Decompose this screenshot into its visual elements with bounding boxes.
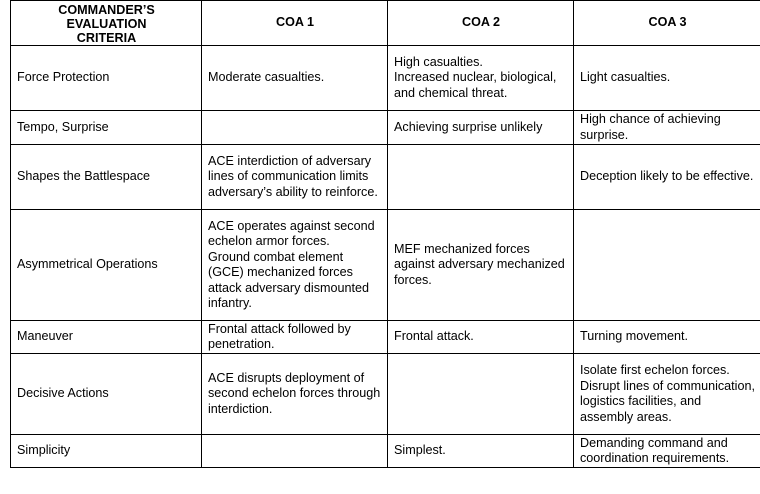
coa-3-text: Light casualties.: [580, 70, 671, 85]
coa-3-text: Isolate first echelon forces. Disrupt lines of communication, logistics facilities, and assembly areas.: [580, 363, 755, 424]
coa-3-text: Deception likely to be effective.: [580, 169, 754, 184]
coa-1-text: Moderate casualties.: [208, 70, 325, 85]
criteria-cell: [11, 210, 202, 321]
coa-2-cell: [388, 321, 574, 354]
coa-1-cell: [202, 435, 388, 468]
header-criteria-text: COMMANDER’S EVALUATION CRITERIA: [58, 3, 155, 45]
coa-2-text: MEF mechanized forces against adversary mechanized forces.: [394, 241, 565, 287]
criteria-cell: [11, 354, 202, 435]
coa-3-cell: [574, 321, 760, 354]
criteria-text: Force Protection: [17, 70, 110, 85]
table-row: [11, 46, 760, 111]
coa-3-cell: [574, 111, 760, 145]
coa-1-cell: [202, 354, 388, 435]
coa-1-cell: [202, 321, 388, 354]
coa-3-text: High chance of achieving surprise.: [580, 112, 721, 142]
coa-3-cell: [574, 46, 760, 111]
coa-3-cell: [574, 354, 760, 435]
criteria-text: Tempo, Surprise: [17, 119, 109, 134]
coa-2-cell: [388, 354, 574, 435]
table-row: [11, 210, 760, 321]
criteria-text: Simplicity: [17, 443, 71, 458]
header-coa-1-text: COA 1: [275, 15, 315, 30]
coa-1-text: Frontal attack followed by penetration.: [208, 321, 351, 351]
criteria-cell: [11, 46, 202, 111]
criteria-text: Decisive Actions: [17, 386, 109, 401]
coa-1-cell: [202, 210, 388, 321]
coa-2-cell: [388, 210, 574, 321]
coa-2-text: Frontal attack.: [394, 329, 474, 344]
coa-2-text: Simplest.: [394, 443, 446, 458]
criteria-cell: [11, 321, 202, 354]
table-row: [11, 435, 760, 468]
criteria-text: Shapes the Battlespace: [17, 169, 151, 184]
coa-3-cell: [574, 145, 760, 210]
coa-evaluation-table: [10, 0, 760, 468]
header-coa-2-text: COA 2: [461, 15, 501, 30]
coa-3-cell: [574, 435, 760, 468]
coa-2-cell: [388, 145, 574, 210]
coa-3-text: Turning movement.: [580, 329, 689, 344]
criteria-cell: [11, 145, 202, 210]
coa-1-cell: [202, 145, 388, 210]
coa-2-cell: [388, 435, 574, 468]
coa-2-cell: [388, 111, 574, 145]
coa-1-text: ACE disrupts deployment of second echelon forces through interdiction.: [208, 370, 381, 416]
coa-1-text: ACE interdiction of adversary lines of communication limits adversary’s ability to reinforce.: [208, 153, 378, 199]
header-coa-2: [388, 1, 574, 46]
header-coa-1: [202, 1, 388, 46]
criteria-cell: [11, 435, 202, 468]
coa-2-cell: [388, 46, 574, 111]
coa-2-text: Achieving surprise unlikely: [394, 119, 543, 134]
coa-1-text: ACE operates against second echelon armor forces. Ground combat element (GCE) mechanized forces attack adversary dismounted infantry.: [208, 218, 375, 310]
header-criteria: [11, 1, 202, 46]
table-row: [11, 111, 760, 145]
table-row: [11, 354, 760, 435]
coa-2-text: High casualties. Increased nuclear, biological, and chemical threat.: [394, 54, 557, 100]
coa-1-cell: [202, 111, 388, 145]
table-row: [11, 145, 760, 210]
header-coa-3: [574, 1, 760, 46]
coa-3-cell: [574, 210, 760, 321]
table-header-row: [11, 1, 760, 46]
criteria-text: Asymmetrical Operations: [17, 257, 158, 272]
table-row: [11, 321, 760, 354]
coa-3-text: Demanding command and coordination requirements.: [580, 435, 730, 465]
coa-1-cell: [202, 46, 388, 111]
criteria-cell: [11, 111, 202, 145]
criteria-text: Maneuver: [17, 329, 74, 344]
header-coa-3-text: COA 3: [648, 15, 687, 30]
